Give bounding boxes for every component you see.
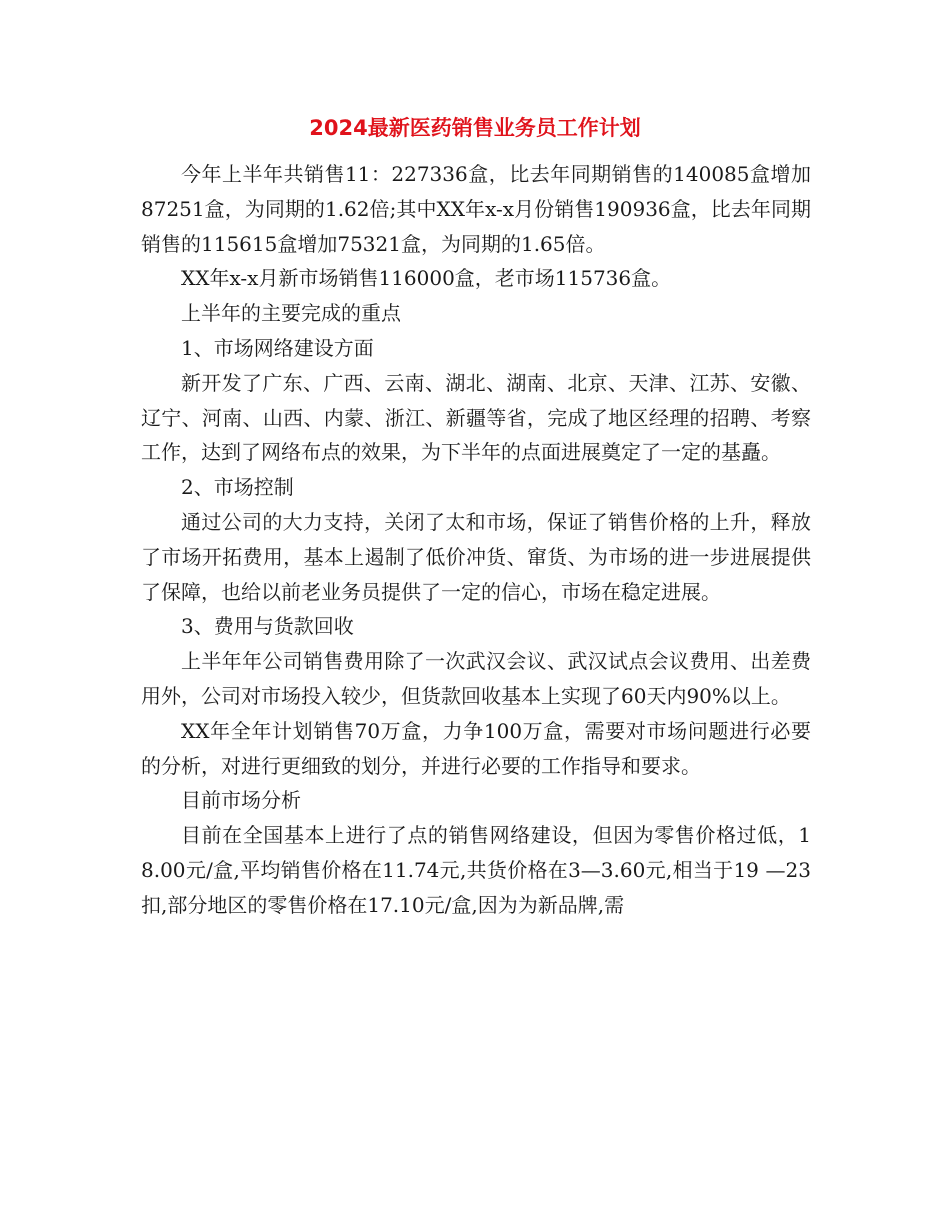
section-heading-key-achievements: 上半年的主要完成的重点 — [181, 301, 401, 326]
subheading-network-building: 1、市场网络建设方面 — [181, 335, 374, 360]
document-body — [141, 157, 811, 923]
paragraph-cost-collection: 上半年年公司销售费用除了一次武汉会议、武汉试点会议费用、出差费用外，公司对市场投入较少，但货款回收基本上实现了60天内90%以上。 — [141, 649, 811, 708]
document-title: 2024最新医药销售业务员工作计划 — [309, 116, 641, 140]
paragraph-market-analysis: 目前在全国基本上进行了点的销售网络建设，但因为零售价格过低，18.00元/盒,平均销售价格在11.74元,共货价格在3—3.60元,相当于19 —23扣,部分地区的零售价格在17.10元/盒,因为为新品牌,需 — [141, 823, 811, 917]
paragraph-sales-summary: 今年上半年共销售11：227336盒，比去年同期销售的140085盒增加87251盒，为同期的1.62倍;其中XX年x-x月份销售190936盒，比去年同期销售的115615盒增加75321盒，为同期的1.65倍。 — [141, 162, 811, 256]
section-heading-market-analysis: 目前市场分析 — [181, 788, 301, 813]
paragraph-network-building: 新开发了广东、广西、云南、湖北、湖南、北京、天津、江苏、安徽、辽宁、河南、山西、内蒙、浙江、新疆等省，完成了地区经理的招聘、考察工作，达到了网络布点的效果，为下半年的点面进展奠定了一定的基矗。 — [141, 370, 811, 465]
paragraph-market-sales: XX年x-x月新市场销售116000盒，老市场115736盒。 — [181, 266, 672, 291]
subheading-cost-collection: 3、费用与货款回收 — [181, 614, 354, 639]
subheading-market-control: 2、市场控制 — [181, 475, 294, 500]
paragraph-market-control: 通过公司的大力支持，关闭了太和市场，保证了销售价格的上升，释放了市场开拓费用，基本上遏制了低价冲货、窜货、为市场的进一步进展提供了保障，也给以前老业务员提供了一定的信心，市场在稳定进展。 — [141, 509, 811, 604]
paragraph-annual-plan: XX年全年计划销售70万盒，力争100万盒，需要对市场问题进行必要的分析，对进行更细致的划分，并进行必要的工作指导和要求。 — [141, 718, 811, 778]
